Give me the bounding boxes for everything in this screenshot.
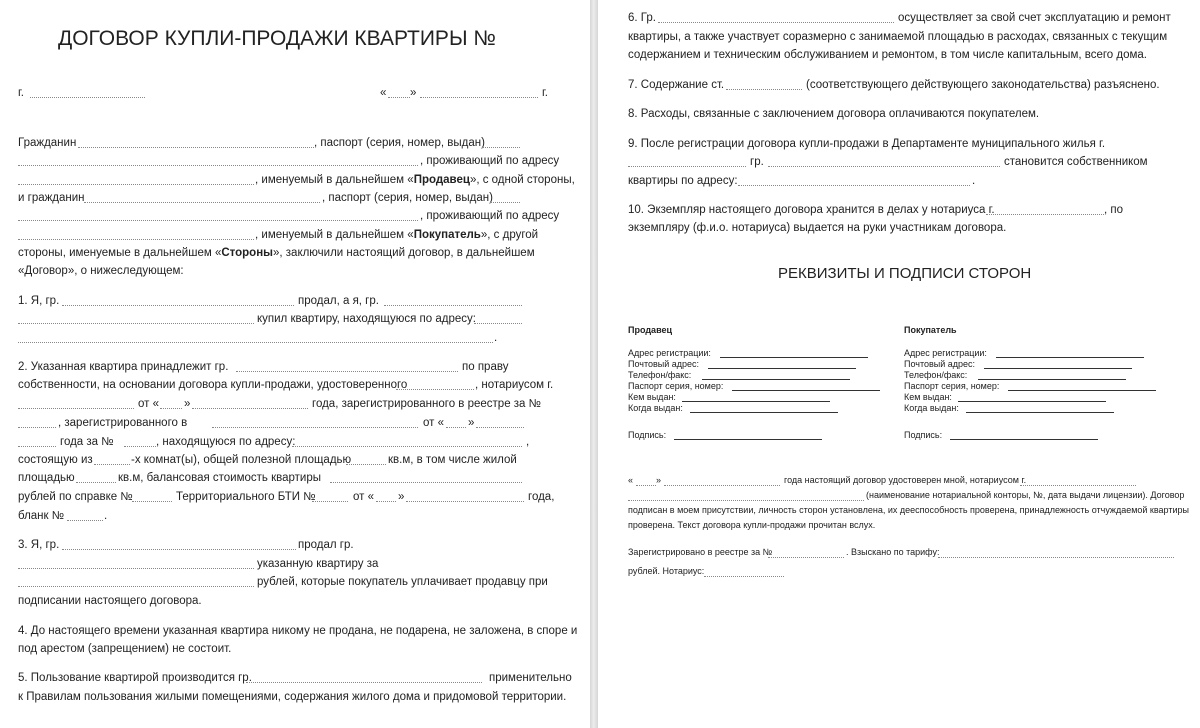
buyer-title: Покупатель	[904, 325, 957, 335]
seller-name-blank	[78, 147, 314, 148]
parties-text: , паспорт (серия, номер, выдан)	[322, 192, 493, 204]
blank	[396, 389, 474, 390]
blank	[768, 557, 844, 558]
place-label: г.	[18, 87, 24, 99]
clause-9-text: гр.	[750, 156, 764, 168]
blank	[18, 427, 56, 428]
clause-8-text: 8. Расходы, связанные с заключением договора оплачиваются покупателем.	[628, 108, 1040, 120]
blank	[1020, 485, 1136, 486]
clause-3-text: указанную квартиру за	[257, 558, 379, 570]
clause-2-text: ,	[526, 436, 530, 448]
blank	[62, 549, 296, 550]
clause-9-text: квартиры по адресу:	[628, 175, 738, 187]
blank	[446, 427, 466, 428]
clause-2-text: 2. Указанная квартира принадлежит гр.	[18, 361, 229, 373]
clause-2-text: года, зарегистрированного в реестре за №	[312, 398, 541, 410]
clause-10-text: 10. Экземпляр настоящего договора хранится в делах у нотариуса г.	[628, 204, 995, 216]
seller-field-label: Почтовый адрес:	[628, 359, 700, 369]
clause-6-text: 6. Гр.	[628, 12, 656, 24]
clause-3-text: 3. Я, гр.	[18, 539, 60, 551]
parties-text: , паспорт (серия, номер, выдан)	[314, 137, 485, 149]
buyer-issued-on-line	[966, 412, 1114, 413]
clause-2-text: рублей по справке №	[18, 491, 133, 503]
notary-text: »	[656, 475, 662, 485]
parties-text: Гражданин	[18, 137, 77, 149]
blank	[132, 501, 172, 502]
blank	[664, 485, 780, 486]
blank	[726, 89, 802, 90]
parties-text: , именуемый в дальнейшем «Покупатель», с другой	[255, 229, 539, 241]
blank	[330, 482, 522, 483]
seller-signature-label: Подпись:	[628, 430, 667, 440]
clause-7-text: 7. Содержание ст.	[628, 79, 725, 91]
notary-text: (наименование нотариальной конторы, №, дата выдачи лицензии). Договор	[866, 490, 1185, 500]
clause-2-text: »	[184, 398, 191, 410]
clause-2-text: кв.м, балансовая стоимость квартиры	[118, 472, 321, 484]
clause-2-text: года,	[528, 491, 555, 503]
date-year-label: г.	[542, 87, 548, 99]
clause-2-text: кв.м, в том числе жилой	[388, 454, 517, 466]
contract-title: ДОГОВОР КУПЛИ-ПРОДАЖИ КВАРТИРЫ №	[58, 27, 496, 50]
blank	[212, 427, 418, 428]
clause-5-text: 5. Пользование квартирой производится гр.	[18, 672, 252, 684]
clause-2-text: бланк №	[18, 510, 65, 522]
clause-1-text: продал, а я, гр.	[298, 295, 379, 307]
clause-9-text: 9. После регистрации договора купли-продажи в Департаменте муниципального жилья г.	[628, 138, 1106, 150]
blank	[628, 166, 746, 167]
buyer-field-label: Когда выдан:	[904, 403, 959, 413]
date-day-blank	[388, 97, 410, 98]
clause-6-text: содержанием и техническим обслуживанием и ремонтом, в том числе капитальным, всего дома.	[628, 49, 1147, 61]
clause-6-text: квартиры, а также участвует соразмерно с занимаемой площадью в расходах, связанных с текущим	[628, 31, 1168, 43]
parties-text: , именуемый в дальнейшем «Продавец», с одной стороны,	[255, 174, 575, 186]
blank	[474, 323, 522, 324]
blank	[18, 586, 254, 587]
blank	[18, 323, 254, 324]
buyer-issued-by-line	[958, 401, 1106, 402]
clause-2-text: от «	[423, 417, 445, 429]
contract-page-right	[598, 0, 1200, 728]
blank	[376, 501, 396, 502]
notary-text: года настоящий договор удостоверен мной, нотариусом г.	[784, 475, 1027, 485]
blank	[986, 214, 1104, 215]
blank	[18, 568, 254, 569]
seller-field-label: Кем выдан:	[628, 392, 676, 402]
blank	[192, 408, 308, 409]
clause-2-text: состоящую из	[18, 454, 93, 466]
notary-text: . Взыскано по тарифу:	[846, 547, 940, 557]
blank	[938, 557, 1174, 558]
clause-2-text: года за №	[60, 436, 114, 448]
buyer-passport-blank	[490, 202, 520, 203]
blank	[636, 485, 656, 486]
blank	[658, 22, 894, 23]
buyer-passport-line	[1008, 390, 1156, 391]
clause-5-text: применительно	[489, 672, 572, 684]
blank	[62, 305, 294, 306]
seller-passport-blank	[482, 147, 520, 148]
clause-2-text: »	[398, 491, 405, 503]
blank	[704, 576, 784, 577]
blank	[738, 185, 970, 186]
seller-postal-line	[708, 368, 856, 369]
parties-text: стороны, именуемые в дальнейшем «Стороны», заключили настоящий договор, в дальнейшем	[18, 247, 535, 259]
blank	[628, 500, 864, 501]
requisites-heading: РЕКВИЗИТЫ И ПОДПИСИ СТОРОН	[778, 265, 1032, 282]
seller-address-line	[720, 357, 868, 358]
seller-signature-line	[674, 439, 822, 440]
seller-passport-blank	[18, 165, 418, 166]
blank	[312, 501, 348, 502]
clause-10-text: , по	[1104, 204, 1124, 216]
clause-1-text: 1. Я, гр.	[18, 295, 60, 307]
seller-field-label: Адрес регистрации:	[628, 348, 711, 358]
clause-2-text: площадью	[18, 472, 75, 484]
place-blank	[30, 97, 145, 98]
clause-2-text: Территориального БТИ №	[176, 491, 316, 503]
notary-text: Зарегистрировано в реестре за №	[628, 547, 773, 557]
notary-text: подписан в моем присутствии, личность сторон установлена, их дееспособность проверена, принадлежность отчуждаемой квартиры	[628, 505, 1189, 515]
clause-2-text: -х комнат(ы), общей полезной площадью	[131, 454, 352, 466]
blank	[406, 501, 524, 502]
clause-3-text: продал гр.	[298, 539, 354, 551]
seller-title: Продавец	[628, 325, 673, 335]
blank	[18, 408, 134, 409]
clause-4-text: 4. До настоящего времени указанная квартира никому не продана, не подарена, не заложена, в споре и	[18, 625, 578, 637]
buyer-signature-label: Подпись:	[904, 430, 943, 440]
clause-6-text: осуществляет за свой счет эксплуатацию и ремонт	[898, 12, 1171, 24]
buyer-field-label: Паспорт серия, номер:	[904, 381, 1000, 391]
buyer-passport-blank	[18, 220, 418, 221]
blank	[124, 446, 156, 447]
clause-1-text: .	[494, 332, 498, 344]
blank	[236, 371, 458, 372]
blank	[94, 464, 130, 465]
blank	[18, 342, 493, 343]
blank	[18, 446, 56, 447]
clause-5-text: к Правилам пользования жилыми помещениями, содержания жилого дома и придомовой территории.	[18, 691, 567, 703]
blank	[768, 166, 1000, 167]
buyer-address-blank	[18, 239, 254, 240]
blank	[246, 682, 482, 683]
clause-9-text: .	[972, 175, 976, 187]
parties-text: «Договор», о нижеследующем:	[18, 265, 184, 277]
notary-text: рублей. Нотариус:	[628, 566, 705, 576]
seller-issued-on-line	[690, 412, 838, 413]
parties-text: и гражданин	[18, 192, 85, 204]
blank	[346, 464, 386, 465]
clause-10-text: экземпляру (ф.и.о. нотариуса) выдается на руки участникам договора.	[628, 222, 1007, 234]
buyer-field-label: Почтовый адрес:	[904, 359, 976, 369]
seller-passport-line	[732, 390, 880, 391]
blank	[76, 482, 116, 483]
seller-issued-by-line	[682, 401, 830, 402]
notary-text: «	[628, 475, 634, 485]
buyer-field-label: Адрес регистрации:	[904, 348, 987, 358]
blank	[384, 305, 522, 306]
page-separator	[590, 0, 598, 728]
clause-2-text: .	[104, 510, 108, 522]
clause-3-text: подписании настоящего договора.	[18, 595, 202, 607]
clause-4-text: под арестом (запрещением) не состоит.	[18, 643, 232, 655]
blank	[67, 520, 103, 521]
clause-3-text: рублей, которые покупатель уплачивает продавцу при	[257, 576, 548, 588]
date-month-blank	[420, 97, 538, 98]
blank	[160, 408, 182, 409]
buyer-field-label: Кем выдан:	[904, 392, 952, 402]
buyer-phone-line	[978, 379, 1126, 380]
seller-phone-line	[702, 379, 850, 380]
parties-text: , проживающий по адресу	[420, 155, 560, 167]
clause-1-text: купил квартиру, находящуюся по адресу:	[257, 313, 476, 325]
buyer-signature-line	[950, 439, 1098, 440]
buyer-name-blank	[84, 202, 320, 203]
blank	[292, 446, 522, 447]
seller-field-label: Телефон/факс:	[628, 370, 692, 380]
contract-page-left	[0, 0, 590, 728]
clause-2-text: , зарегистрированного в	[58, 417, 188, 429]
clause-2-text: от «	[353, 491, 375, 503]
clause-2-text: по праву	[462, 361, 509, 373]
clause-2-text: , находящуюся по адресу:	[156, 436, 296, 448]
clause-7-text: (соответствующего действующего законодательства) разъяснено.	[806, 79, 1160, 91]
parties-text: , проживающий по адресу	[420, 210, 560, 222]
date-open: «	[380, 87, 387, 99]
buyer-postal-line	[984, 368, 1132, 369]
clause-2-text: от «	[138, 398, 160, 410]
notary-text: проверена. Текст договора купли-продажи прочитан вслух.	[628, 520, 876, 530]
seller-field-label: Паспорт серия, номер:	[628, 381, 724, 391]
blank	[476, 427, 524, 428]
clause-9-text: становится собственником	[1004, 156, 1148, 168]
date-close: »	[410, 87, 417, 99]
seller-field-label: Когда выдан:	[628, 403, 683, 413]
buyer-address-line	[996, 357, 1144, 358]
buyer-field-label: Телефон/факс:	[904, 370, 968, 380]
clause-2-text: собственности, на основании договора купли-продажи, удостоверенного	[18, 379, 408, 391]
clause-2-text: , нотариусом г.	[475, 379, 554, 391]
clause-2-text: »	[468, 417, 475, 429]
seller-address-blank	[18, 184, 254, 185]
